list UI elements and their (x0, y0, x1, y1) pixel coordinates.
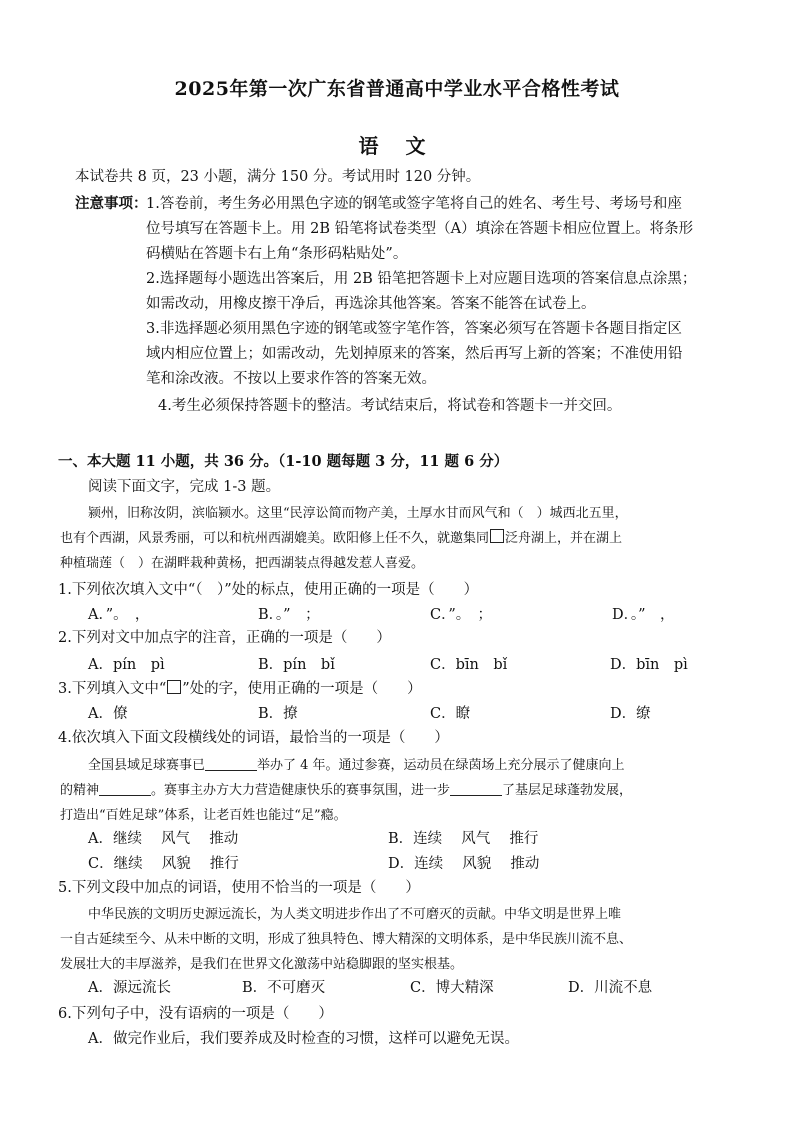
option-a[interactable]: A．”。 ， (88, 607, 150, 623)
option-b[interactable]: B．pín bǐ (258, 657, 335, 673)
option-c[interactable]: C．bīn bǐ (430, 657, 508, 673)
instruction-line: 3.非选择题必须用黑色字迹的钢笔或签字笔作答，答案必须写在答题卡各题目指定区 (146, 321, 682, 337)
question-stem: 4.依次填入下面文段横线处的词语，最恰当的一项是（ ） (58, 730, 449, 746)
option-c[interactable]: C．瞭 (430, 706, 471, 722)
option-d[interactable]: D．bīn pì (610, 657, 688, 673)
question-stem: 6.下列句子中，没有语病的一项是（ ） (58, 1006, 333, 1022)
instruction-line: 1.答卷前，考生务必用黑色字迹的钢笔或签字笔将自己的姓名、考生号、考场号和座 (146, 196, 682, 212)
option-c[interactable]: C．博大精深 (410, 980, 494, 996)
passage-text: 举办了 4 年。通过参赛，运动员在绿茵场上充分展示了健康向上 (257, 758, 625, 773)
instruction-line: 如需改动，用橡皮擦干净后，再选涂其他答案。答案不能答在试卷上。 (146, 296, 596, 312)
reading-prompt: 阅读下面文字，完成 1-3 题。 (88, 479, 281, 495)
instruction-line: 4.考生必须保持答题卡的整洁。考试结束后，将试卷和答题卡一并交回。 (158, 398, 622, 414)
stem-text: ”处的字，使用正确的一项是（ ） (182, 681, 422, 697)
instruction-line: 位号填写在答题卡上。用 2B 铅笔将试卷类型（A）填涂在答题卡相应位置上。将条形 (146, 221, 694, 237)
passage-text: 的精神 (60, 783, 100, 798)
passage-line (60, 779, 632, 798)
passage-text: 全国县域足球赛事已 (88, 758, 206, 773)
passage-text: 泛舟湖上，并在湖上 (505, 531, 623, 546)
passage-line (88, 754, 625, 773)
instruction-line: 域内相应位置上；如需改动，先划掉原来的答案，然后再写上新的答案；不准使用铅 (146, 346, 683, 362)
option-a[interactable]: A．僚 (88, 706, 128, 722)
option-d[interactable]: D．缭 (610, 706, 651, 722)
option-b[interactable]: B．连续 风气 推行 (388, 831, 539, 847)
instructions-label: 注意事项： (75, 195, 148, 212)
option-b[interactable]: B．撩 (258, 706, 298, 722)
passage-text: 了基层足球蓬勃发展， (502, 783, 633, 798)
passage-line: 打造出“百姓足球”体系，让老百姓也能过“足”瘾。 (60, 808, 347, 823)
fill-blank (99, 783, 151, 796)
question-stem: 1.下列依次填入文中“（ ）”处的标点，使用正确的一项是（ ） (58, 582, 479, 598)
option-c[interactable]: C．继续 风貌 推行 (88, 856, 239, 872)
passage-line: 一自古延续至今、从未中断的文明，形成了独具特色、博大精深的文明体系，是中华民族川流不息、 (60, 932, 633, 947)
option-a[interactable]: A．做完作业后，我们要养成及时检查的习惯，这样可以避免无误。 (88, 1031, 519, 1047)
passage-line: 发展壮大的丰厚滋养，是我们在世界文化激荡中站稳脚跟的坚实根基。 (60, 957, 464, 972)
option-a[interactable]: A．pín pì (88, 657, 165, 673)
option-d[interactable]: D．川流不息 (568, 980, 653, 996)
question-stem: 5.下列文段中加点的词语，使用不恰当的一项是（ ） (58, 880, 420, 896)
option-a[interactable]: A．源远流长 (88, 980, 171, 996)
blank-box-icon (490, 529, 504, 543)
instruction-line: 码横贴在答题卡右上角“条形码粘贴处”。 (146, 246, 408, 262)
passage-line (60, 527, 622, 546)
question-stem (58, 677, 422, 698)
blank-box-icon (167, 680, 181, 694)
instruction-line: 笔和涂改液。不按以上要求作答的答案无效。 (146, 371, 436, 387)
passage-line: 种植瑞莲（ ）在湖畔栽种黄杨，把西湖装点得越发惹人喜爱。 (60, 556, 425, 571)
section-heading: 一、本大题 11 小题，共 36 分。（1-10 题每题 3 分，11 题 6 分） (58, 453, 509, 470)
exam-title: 2025年第一次广东省普通高中学业水平合格性考试 (174, 78, 620, 100)
instruction-line: 2.选择题每小题选出答案后，用 2B 铅笔把答题卡上对应题目选项的答案信息点涂黑； (146, 271, 697, 287)
option-b[interactable]: B．。” ； (258, 607, 320, 623)
subject-title: 语 文 (358, 134, 436, 158)
option-d[interactable]: D．。” ， (612, 607, 675, 623)
fill-blank (205, 758, 257, 771)
stem-text: 3.下列填入文中“ (58, 681, 167, 697)
option-c[interactable]: C．”。 ； (430, 607, 493, 623)
option-a[interactable]: A．继续 风气 推动 (88, 831, 239, 847)
question-stem: 2.下列对文中加点字的注音，正确的一项是（ ） (58, 630, 391, 646)
passage-text: 也有个西湖，风景秀丽，可以和杭州西湖媲美。欧阳修上任不久，就邀集同 (60, 531, 490, 546)
passage-line: 颍州，旧称汝阴，滨临颍水。这里“民淳讼简而物产美，土厚水甘而风气和（ ）城西北五里， (88, 506, 628, 521)
passage-text: 。赛事主办方大力营造健康快乐的赛事氛围，进一步 (151, 783, 451, 798)
exam-intro: 本试卷共 8 页，23 小题，满分 150 分。考试用时 120 分钟。 (75, 169, 481, 185)
passage-line: 中华民族的文明历史源远流长，为人类文明进步作出了不可磨灭的贡献。中华文明是世界上唯 (88, 907, 622, 922)
option-d[interactable]: D．连续 风貌 推动 (388, 856, 540, 872)
option-b[interactable]: B．不可磨灭 (242, 980, 326, 996)
fill-blank (450, 783, 502, 796)
